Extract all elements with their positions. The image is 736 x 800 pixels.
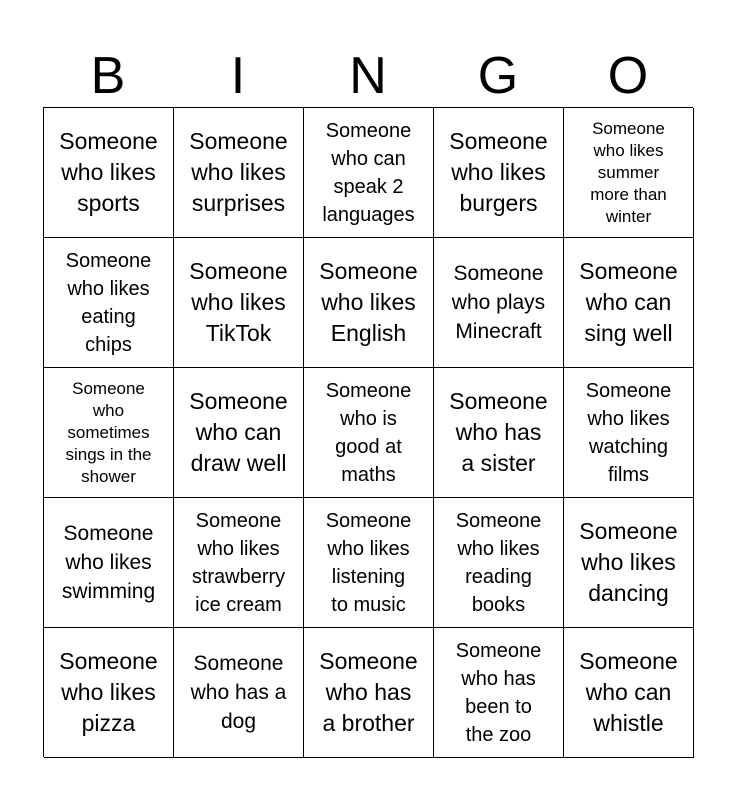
cell-text: Someone who has a brother (319, 648, 418, 736)
bingo-cell[interactable] (174, 498, 304, 628)
title-letter-n: N (349, 47, 387, 105)
bingo-cell[interactable] (44, 628, 174, 758)
bingo-cell[interactable] (564, 368, 694, 498)
cell-text: Someone who has been to the zoo (455, 639, 542, 746)
bingo-cell[interactable] (304, 108, 434, 238)
cell-text: Someone who likes TikTok (189, 258, 288, 346)
cell-text: Someone who has a dog (190, 652, 287, 733)
bingo-cell[interactable] (304, 238, 434, 368)
bingo-cell[interactable] (44, 238, 174, 368)
cell-text: Someone who can draw well (189, 388, 288, 476)
cell-text: Someone who likes summer more than winter (590, 118, 667, 226)
title-letter-g: G (477, 47, 519, 105)
cell-text: Someone who likes reading books (455, 509, 542, 616)
bingo-cell[interactable] (434, 368, 564, 498)
cell-text: Someone who likes swimming (61, 522, 156, 603)
title-letter-o: O (607, 47, 649, 105)
cell-text: Someone who likes pizza (59, 648, 158, 736)
bingo-cell[interactable] (44, 368, 174, 498)
bingo-cell[interactable] (304, 498, 434, 628)
cell-text: Someone who likes eating chips (65, 249, 152, 356)
cell-text: Someone who likes English (319, 258, 418, 346)
cell-text: Someone who likes sports (59, 128, 158, 216)
bingo-cell[interactable] (434, 238, 564, 368)
bingo-cell[interactable] (564, 238, 694, 368)
cell-text: Someone who sometimes sings in the shower (65, 378, 152, 486)
bingo-cell[interactable] (174, 628, 304, 758)
bingo-cell[interactable] (44, 108, 174, 238)
cell-text: Someone who can speak 2 languages (322, 119, 415, 226)
cell-text: Someone who is good at maths (325, 379, 412, 486)
cell-text: Someone who can sing well (579, 258, 678, 346)
bingo-cell[interactable] (434, 628, 564, 758)
bingo-cell[interactable] (174, 238, 304, 368)
title-letter-i: I (230, 47, 246, 105)
bingo-cell[interactable] (174, 368, 304, 498)
cell-text: Someone who can whistle (579, 648, 678, 736)
cell-text: Someone who plays Minecraft (451, 262, 546, 343)
bingo-grid (43, 107, 693, 757)
cell-text: Someone who likes strawberry ice cream (191, 509, 286, 616)
bingo-cell[interactable] (174, 108, 304, 238)
cell-text: Someone who likes surprises (189, 128, 288, 216)
bingo-cell[interactable] (564, 628, 694, 758)
title-letter-b: B (90, 47, 126, 105)
bingo-title (43, 44, 693, 108)
bingo-cell[interactable] (434, 498, 564, 628)
cell-text: Someone who likes watching films (585, 379, 672, 486)
bingo-cell[interactable] (304, 368, 434, 498)
cell-text: Someone who likes burgers (449, 128, 548, 216)
bingo-cell[interactable] (304, 628, 434, 758)
bingo-cell[interactable] (564, 498, 694, 628)
bingo-cell[interactable] (434, 108, 564, 238)
bingo-cell[interactable] (564, 108, 694, 238)
cell-text: Someone who likes listening to music (325, 509, 412, 616)
cell-text: Someone who likes dancing (579, 518, 678, 606)
cell-text: Someone who has a sister (449, 388, 548, 476)
bingo-cell[interactable] (44, 498, 174, 628)
